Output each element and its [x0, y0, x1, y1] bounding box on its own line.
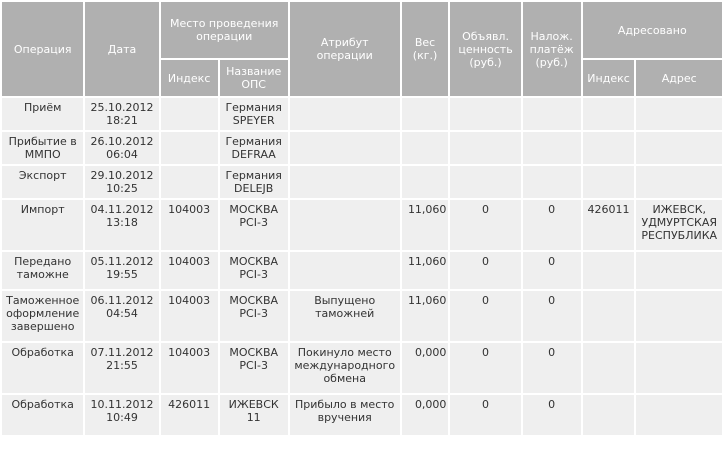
header-date: Дата — [85, 2, 158, 96]
cell-ops-name: ИЖЕВСК 11 — [220, 395, 288, 435]
cell-cod — [523, 98, 581, 130]
cell-addr-index — [583, 252, 635, 289]
cell-addr-index — [583, 98, 635, 130]
cell-attribute — [290, 132, 400, 164]
cell-date: 26.10.2012 06:04 — [85, 132, 158, 164]
cell-cod: 0 — [523, 343, 581, 393]
cell-addr-index — [583, 132, 635, 164]
cell-addr-address: ИЖЕВСК, УДМУРТСКАЯ РЕСПУБЛИКА — [636, 200, 722, 250]
cell-index: 426011 — [161, 395, 218, 435]
cell-index: 104003 — [161, 291, 218, 341]
cell-declared-value: 0 — [450, 395, 520, 435]
cell-addr-address — [636, 291, 722, 341]
cell-operation: Передано таможне — [2, 252, 83, 289]
table-row — [2, 98, 722, 130]
cell-operation: Приём — [2, 98, 83, 130]
table-row — [2, 200, 722, 250]
cell-ops-name: Германия DEFRAA — [220, 132, 288, 164]
cell-date: 10.11.2012 10:49 — [85, 395, 158, 435]
cell-date: 07.11.2012 21:55 — [85, 343, 158, 393]
cell-weight: 11,060 — [402, 200, 449, 250]
header-attribute: Атрибут операции — [290, 2, 400, 96]
cell-addr-index — [583, 291, 635, 341]
cell-weight: 11,060 — [402, 291, 449, 341]
cell-addr-address — [636, 343, 722, 393]
cell-declared-value — [450, 166, 520, 198]
cell-addr-index — [583, 343, 635, 393]
header-declared-value: Объявл. ценность (руб.) — [450, 2, 520, 96]
cell-attribute: Прибыло в место вручения — [290, 395, 400, 435]
cell-declared-value: 0 — [450, 343, 520, 393]
cell-declared-value: 0 — [450, 252, 520, 289]
cell-declared-value: 0 — [450, 200, 520, 250]
table-row — [2, 291, 722, 341]
header-place-name: Название ОПС — [220, 60, 288, 96]
cell-ops-name: МОСКВА PCI-3 — [220, 200, 288, 250]
header-place-group: Место проведения операции — [161, 2, 288, 58]
table-row — [2, 166, 722, 198]
table-row — [2, 132, 722, 164]
cell-weight — [402, 132, 449, 164]
cell-addr-index: 426011 — [583, 200, 635, 250]
cell-operation: Прибытие в ММПО — [2, 132, 83, 164]
cell-attribute — [290, 252, 400, 289]
cell-index — [161, 166, 218, 198]
cell-cod — [523, 132, 581, 164]
table-row — [2, 395, 722, 435]
cell-addr-index — [583, 166, 635, 198]
header-operation: Операция — [2, 2, 83, 96]
cell-index: 104003 — [161, 200, 218, 250]
cell-addr-address — [636, 252, 722, 289]
header-cod: Налож. платёж (руб.) — [523, 2, 581, 96]
cell-ops-name: МОСКВА PCI-3 — [220, 252, 288, 289]
cell-index — [161, 98, 218, 130]
cell-operation: Таможенное оформление завершено — [2, 291, 83, 341]
cell-cod: 0 — [523, 291, 581, 341]
cell-weight: 0,000 — [402, 395, 449, 435]
cell-index: 104003 — [161, 252, 218, 289]
cell-cod: 0 — [523, 252, 581, 289]
cell-operation: Обработка — [2, 395, 83, 435]
cell-declared-value — [450, 98, 520, 130]
cell-date: 05.11.2012 19:55 — [85, 252, 158, 289]
cell-ops-name: Германия DELEJB — [220, 166, 288, 198]
cell-weight: 11,060 — [402, 252, 449, 289]
cell-addr-address — [636, 98, 722, 130]
cell-operation: Обработка — [2, 343, 83, 393]
cell-cod: 0 — [523, 395, 581, 435]
cell-weight — [402, 98, 449, 130]
header-addr-index: Индекс — [583, 60, 635, 96]
cell-attribute: Выпущено таможней — [290, 291, 400, 341]
cell-weight: 0,000 — [402, 343, 449, 393]
cell-attribute — [290, 98, 400, 130]
cell-operation: Экспорт — [2, 166, 83, 198]
header-addr-address: Адрес — [636, 60, 722, 96]
header-addressed-group: Адресовано — [583, 2, 722, 58]
cell-addr-address — [636, 132, 722, 164]
table-row — [2, 252, 722, 289]
cell-declared-value — [450, 132, 520, 164]
cell-ops-name: МОСКВА PCI-3 — [220, 343, 288, 393]
cell-date: 06.11.2012 04:54 — [85, 291, 158, 341]
cell-addr-address — [636, 395, 722, 435]
cell-ops-name: Германия SPEYER — [220, 98, 288, 130]
cell-operation: Импорт — [2, 200, 83, 250]
cell-weight — [402, 166, 449, 198]
cell-index: 104003 — [161, 343, 218, 393]
cell-declared-value: 0 — [450, 291, 520, 341]
cell-addr-index — [583, 395, 635, 435]
cell-cod: 0 — [523, 200, 581, 250]
cell-date: 25.10.2012 18:21 — [85, 98, 158, 130]
cell-attribute — [290, 200, 400, 250]
header-weight: Вес (кг.) — [402, 2, 449, 96]
cell-addr-address — [636, 166, 722, 198]
table-row — [2, 343, 722, 393]
cell-ops-name: МОСКВА PCI-3 — [220, 291, 288, 341]
header-place-index: Индекс — [161, 60, 218, 96]
cell-attribute: Покинуло место международного обмена — [290, 343, 400, 393]
cell-attribute — [290, 166, 400, 198]
cell-index — [161, 132, 218, 164]
cell-cod — [523, 166, 581, 198]
cell-date: 04.11.2012 13:18 — [85, 200, 158, 250]
cell-date: 29.10.2012 10:25 — [85, 166, 158, 198]
